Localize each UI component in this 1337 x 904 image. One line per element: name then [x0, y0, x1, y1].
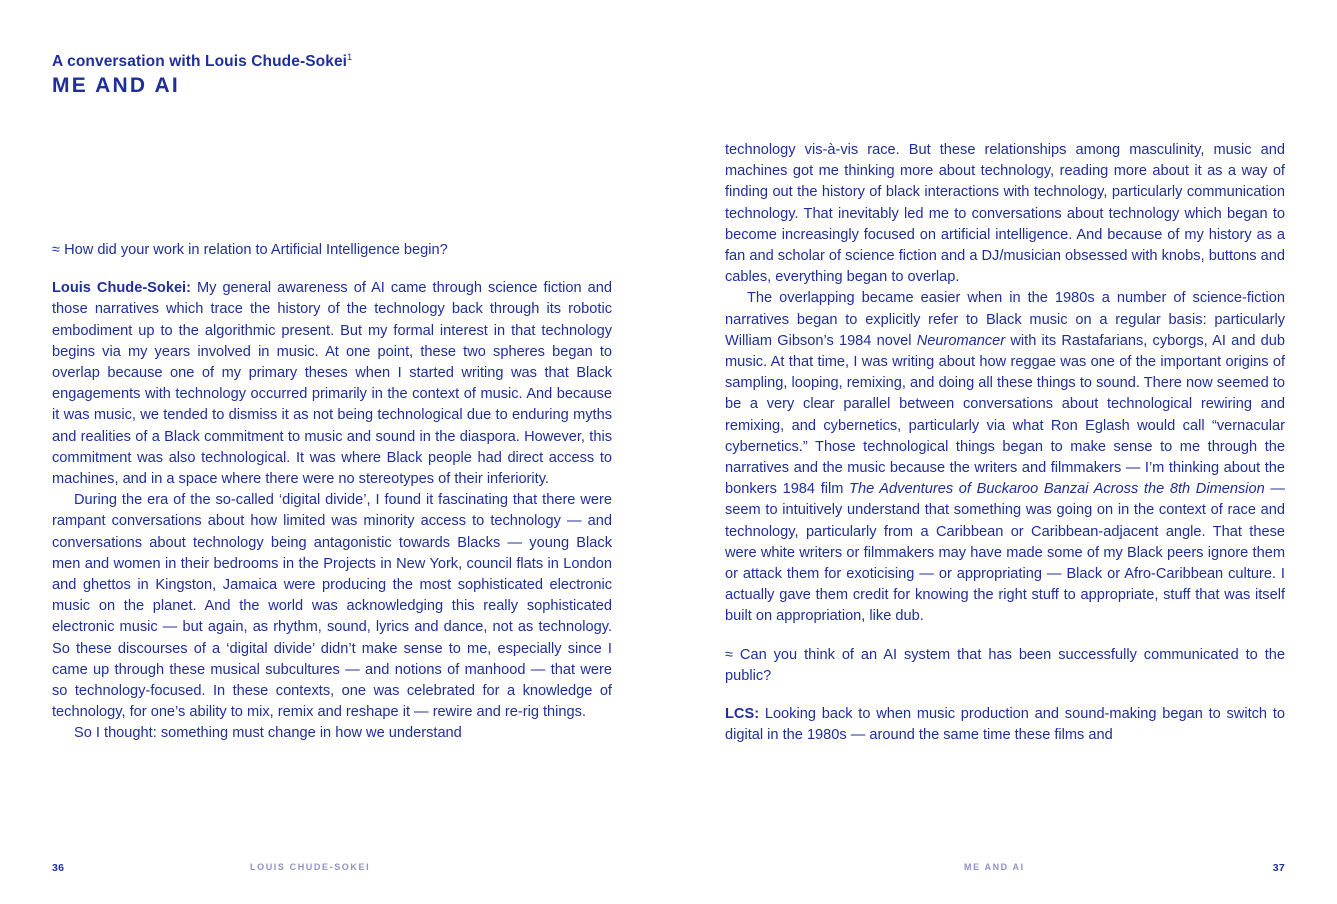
interview-question-2: ≈ Can you think of an AI system that has been successfully communicated to the public?: [725, 646, 1285, 684]
continued-paragraph: technology vis-à-vis race. But these relationships among masculinity, music and machines got me thinking more about technology, reading more about it as a way of finding out the history of black interactions with technology, particularly communication technology. That inevitably led me to conversations about technology which began to become increasingly focused on artificial intelligence. And because of my history as a fan and scholar of science fiction and a DJ/musician obsessed with knobs, buttons and cables, everything began to overlap.: [725, 142, 1285, 286]
left-text-column: [52, 240, 612, 745]
answer-paragraph-1: [52, 278, 612, 490]
answer-text-4b: with its Rastafarians, cyborgs, AI and dub music. At that time, I was writing about how reggae was one of the important origins of sampling, looping, remixing, and doing all these things to sound. There now seemed to be a very clear parallel between conversations about technological rewiring and remixing, and cybernetics, particularly via what Ron Eglash would call “vernacular cybernetics.” Those technological things began to make sense to me through the narratives and the music because the writers and filmmakers — I’m thinking about the bonkers 1984 film: [725, 332, 1285, 498]
answer-text-1: My general awareness of AI came through science fiction and those narratives which trace the history of the technology back through its robotic embodiment up to the algorithmic present. But my formal interest in that technology begins via my years involved in music. At one point, these two spheres began to overlap because one of my primary theses when I started writing was that Black engagements with technology occurred primarily in the context of music. And because it was music, we tended to dismiss it as not being technological due to enduring myths and realities of a Black commitment to music and sound in the diaspora. However, this commitment was also technological. It was where Black people had direct access to machines, and in a space where there were no stereotypes of their inferiority.: [52, 280, 612, 488]
answer-paragraph-4: [725, 288, 1285, 627]
header-kicker-text: A conversation with Louis Chude-Sokei: [52, 53, 348, 71]
right-text-column: [725, 140, 1285, 746]
answer-paragraph-5: [725, 704, 1285, 746]
folio-left: 36: [52, 862, 65, 874]
footnote-marker: 1: [347, 52, 353, 62]
film-title-buckaroo-banzai: The Adventures of Buckaroo Banzai Across the 8th Dimension: [849, 481, 1265, 498]
page-title: ME AND AI: [52, 73, 180, 97]
running-head-right: ME AND AI: [964, 862, 1025, 872]
answer-text-5: Looking back to when music production and sound-making began to switch to digital in the 1980s — around the same time these films and: [725, 706, 1285, 744]
answer-text-4a: The overlapping became easier when in the 1980s a number of science-fiction narratives began to explicitly refer to Black music on a regular basis: particularly William Gibson’s 1984 novel: [725, 290, 1285, 349]
interview-question-1: ≈ How did your work in relation to Artificial Intelligence begin?: [52, 242, 448, 258]
answer-paragraph-2: During the era of the so-called ‘digital divide’, I found it fascinating that there were rampant conversations about how limited was minority access to technology — and conversations about technology being antagonistic towards Blacks — young Black men and women in their bedrooms in the Projects in New York, council flats in London and ghettos in Kingston, Jamaica were producing the most sophisticated electronic music on the planet. And the world was acknowledging this really sophisticated electronic music — but again, as rhythm, sound, lyrics and dance, not as technology. So these discourses of a ‘digital divide’ didn’t make sense to me, especially since I came up through these musical subcultures — and notions of manhood — that were so technology-focused. In these contexts, one was celebrated for a knowledge of technology, for one’s ability to mix, remix and reshape it — rewire and re-rig things.: [52, 492, 612, 721]
folio-right: 37: [1272, 862, 1285, 874]
page-footer: [52, 862, 1285, 876]
speaker-label-1: Louis Chude-Sokei:: [52, 280, 191, 297]
speaker-label-2: LCS:: [725, 706, 760, 723]
header-kicker: [52, 52, 612, 72]
book-title-neuromancer: Neuromancer: [916, 332, 1006, 349]
answer-paragraph-3: So I thought: something must change in how we understand: [74, 725, 462, 742]
answer-text-4c: — seem to intuitively understand that something was going on in the context of race and technology, particularly from a Caribbean or Caribbean-adjacent angle. That these were white writers or filmmakers may have made some of my Black peers ignore them or attack them for exoticising — or appropriating — Black or Afro-Caribbean culture. I actually gave them credit for knowing the right stuff to appropriate, stuff that was itself built on appropriation, like dub.: [725, 481, 1285, 625]
page-header: [52, 52, 612, 98]
running-head-left: LOUIS CHUDE-SOKEI: [250, 862, 371, 872]
